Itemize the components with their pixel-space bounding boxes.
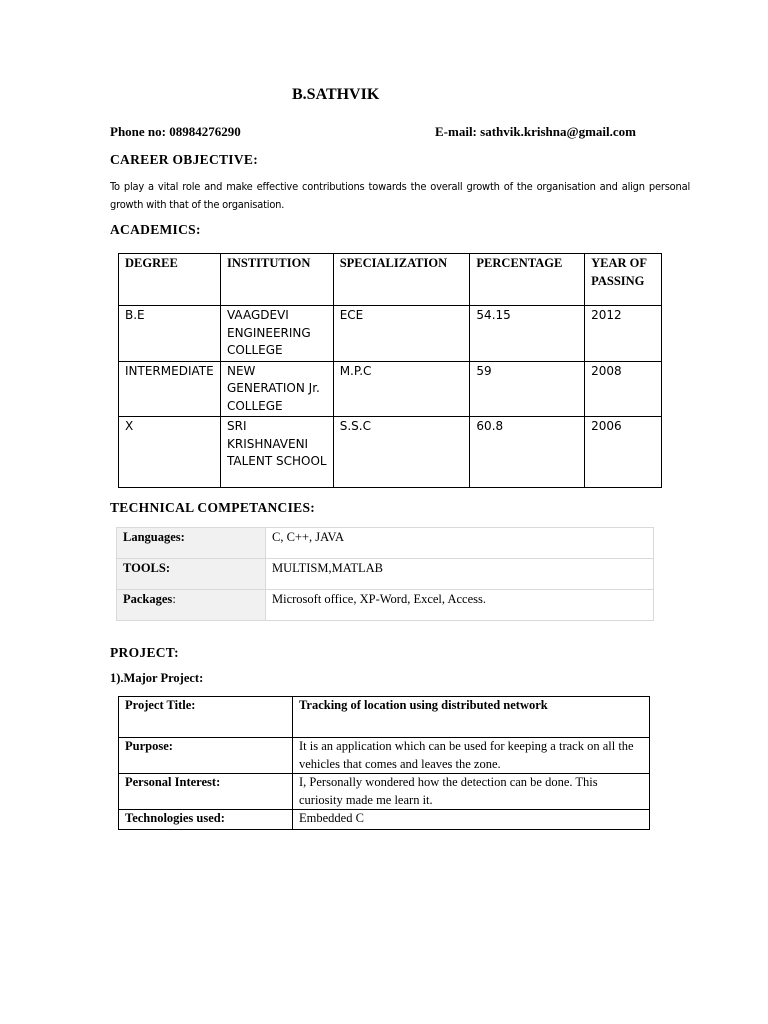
table-row: [119, 738, 650, 774]
percentage-cell: 59: [470, 361, 585, 417]
email-line: [435, 124, 636, 140]
tech-label: Packages: [123, 592, 173, 606]
resume-name: B.SATHVIK: [292, 86, 380, 103]
degree-cell: INTERMEDIATE: [119, 361, 221, 417]
percentage-cell: 54.15: [470, 306, 585, 362]
table-row: [119, 417, 662, 488]
specialization-cell: ECE: [333, 306, 470, 362]
header-degree: DEGREE: [119, 254, 221, 306]
year-cell: 2008: [585, 361, 662, 417]
academics-header-row: [119, 254, 662, 306]
table-row: [119, 774, 650, 810]
table-row: [117, 559, 654, 590]
project-value: Embedded C: [293, 810, 650, 830]
table-row: [119, 361, 662, 417]
project-table: [118, 696, 650, 830]
header-institution: INSTITUTION: [220, 254, 333, 306]
year-cell: 2006: [585, 417, 662, 488]
table-row: [117, 528, 654, 559]
header-specialization: SPECIALIZATION: [333, 254, 470, 306]
tech-label: Languages:: [117, 528, 266, 559]
project-value: I, Personally wondered how the detection can be done. This curiosity made me learn it.: [293, 774, 650, 810]
degree-cell: B.E: [119, 306, 221, 362]
header-year: YEAR OF PASSING: [585, 254, 662, 306]
career-objective-heading: CAREER OBJECTIVE:: [110, 152, 258, 167]
specialization-cell: S.S.C: [333, 417, 470, 488]
degree-cell: X: [119, 417, 221, 488]
project-title-value: Tracking of location using distributed network: [293, 697, 650, 738]
career-objective-text: To play a vital role and make effective contributions towards the overall growth of the organisation and align personal growth with that of the organisation.: [110, 180, 690, 211]
technical-table: [116, 527, 654, 621]
phone-line: [110, 124, 241, 140]
tech-label: TOOLS:: [117, 559, 266, 590]
project-label: Personal Interest:: [119, 774, 293, 810]
email-label: E-mail:: [435, 124, 477, 139]
institution-cell: NEW GENERATION Jr. COLLEGE: [220, 361, 333, 417]
year-cell: 2012: [585, 306, 662, 362]
project-value: It is an application which can be used for keeping a track on all the vehicles that comes and leaves the zone.: [293, 738, 650, 774]
header-percentage: PERCENTAGE: [470, 254, 585, 306]
tech-label-cell: [117, 590, 266, 621]
project-label: Technologies used:: [119, 810, 293, 830]
table-row: [117, 590, 654, 621]
table-row: [119, 306, 662, 362]
phone-label: Phone no:: [110, 124, 166, 139]
project-label: Project Title:: [119, 697, 293, 738]
tech-value: Microsoft office, XP-Word, Excel, Access.: [266, 590, 654, 621]
technical-heading: TECHNICAL COMPETANCIES:: [110, 500, 316, 515]
tech-value: MULTISM,MATLAB: [266, 559, 654, 590]
project-heading: PROJECT:: [110, 645, 179, 660]
table-row: [119, 810, 650, 830]
academics-table: [118, 253, 662, 488]
project-subheading: 1).Major Project:: [110, 671, 204, 685]
institution-cell: VAAGDEVI ENGINEERING COLLEGE: [220, 306, 333, 362]
academics-heading: ACADEMICS:: [110, 222, 201, 237]
specialization-cell: M.P.C: [333, 361, 470, 417]
project-label: Purpose:: [119, 738, 293, 774]
email-address: sathvik.krishna@gmail.com: [480, 124, 636, 139]
tech-value: C, C++, JAVA: [266, 528, 654, 559]
tech-label-colon: :: [172, 592, 176, 606]
phone-number: 08984276290: [169, 124, 241, 139]
institution-cell: SRI KRISHNAVENI TALENT SCHOOL: [220, 417, 333, 488]
percentage-cell: 60.8: [470, 417, 585, 488]
table-row: [119, 697, 650, 738]
